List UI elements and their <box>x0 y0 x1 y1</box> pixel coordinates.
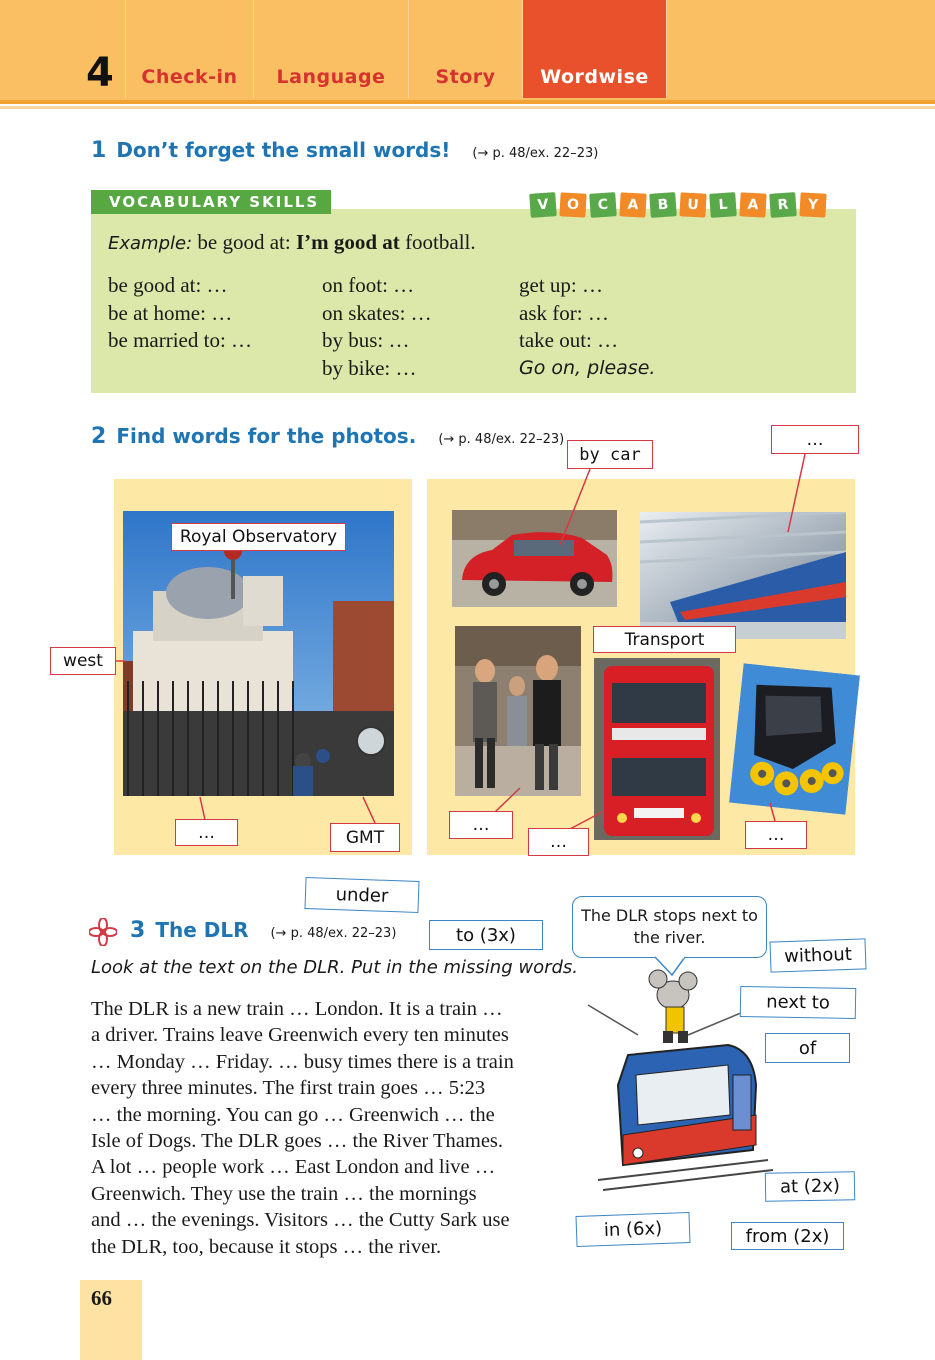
vocab-item-italic: Go on, please. <box>519 356 656 379</box>
section2-ref: (→ p. 48/ex. 22–23) <box>438 432 565 447</box>
label-blank-skates[interactable]: … <box>745 821 807 849</box>
label-blank-walking[interactable]: … <box>449 811 513 839</box>
section1-number: 1 <box>91 138 107 163</box>
label-by-car: by car <box>567 440 653 469</box>
vocab-tile: O <box>559 192 586 217</box>
section1-ref: (→ p. 48/ex. 22–23) <box>472 146 599 161</box>
vocab-tile: A <box>619 192 646 217</box>
section1-title: Don’t forget the small words! <box>116 138 451 162</box>
vocab-item: on foot: … <box>322 273 415 297</box>
text-line: every three minutes. The first train goes … 5:23 <box>91 1077 486 1100</box>
text-line: Isle of Dogs. The DLR goes … the River Thames. <box>91 1130 504 1153</box>
section3-ref: (→ p. 48/ex. 22–23) <box>270 926 397 941</box>
label-blank-observatory[interactable]: … <box>175 819 238 846</box>
bubble-line: the river. <box>633 928 706 947</box>
tab-story[interactable]: Story <box>408 0 522 98</box>
text-line: … the morning. You can go … Greenwich … the <box>91 1103 495 1126</box>
text-line: Greenwich. They use the train … the mornings <box>91 1182 477 1205</box>
vocab-tile: C <box>589 192 617 218</box>
vocab-item: be at home: … <box>108 300 233 325</box>
word-tag-at[interactable]: at (2x) <box>765 1171 855 1202</box>
tab-language[interactable]: Language <box>253 0 408 98</box>
vocab-tile: B <box>649 192 677 218</box>
label-royal-observatory: Royal Observatory <box>171 523 346 551</box>
label-transport: Transport <box>593 626 736 653</box>
tab-check-in[interactable]: Check-in <box>125 0 253 98</box>
word-tag-of[interactable]: of <box>765 1033 850 1063</box>
label-gmt: GMT <box>330 823 400 852</box>
example-bold: I’m good at <box>295 230 400 254</box>
vocab-item: take out: … <box>519 328 619 352</box>
text-line: a driver. Trains leave Greenwich every ten minutes <box>91 1024 509 1047</box>
section2-number: 2 <box>91 424 107 449</box>
vocab-item: on skates: … <box>322 300 432 325</box>
section3-title: The DLR <box>155 918 249 942</box>
word-tag-to[interactable]: to (3x) <box>429 920 543 950</box>
vocab-item: ask for: … <box>519 300 609 325</box>
vocab-tile: A <box>739 192 766 217</box>
label-west: west <box>50 647 116 675</box>
section3-instruction: Look at the text on the DLR. Put in the missing words. <box>91 957 579 978</box>
word-tag-next-to[interactable]: next to <box>740 986 857 1019</box>
page-number: 66 <box>91 1286 112 1310</box>
vocabulary-skills-label: VOCABULARY SKILLS <box>91 190 331 214</box>
vocab-item: be married to: … <box>108 328 253 352</box>
example-end: football. <box>399 230 476 254</box>
section3-number: 3 <box>130 918 146 943</box>
vocab-tile: L <box>709 192 737 218</box>
vocab-tile: V <box>529 192 557 218</box>
example-mid: be good at: <box>192 230 296 254</box>
text-line: … Monday … Friday. … busy times there is a train <box>91 1050 514 1073</box>
text-line: A lot … people work … East London and live … <box>91 1156 496 1179</box>
vocab-tile: R <box>769 192 797 218</box>
vocab-item: by bus: … <box>322 328 410 352</box>
bubble-line: The DLR stops next to <box>581 906 758 925</box>
text-line: and … the evenings. Visitors … the Cutty Sark use <box>91 1209 510 1232</box>
chapter-number: 4 <box>86 50 114 96</box>
word-tag-under[interactable]: under <box>304 877 419 913</box>
word-tag-from[interactable]: from (2x) <box>731 1222 844 1250</box>
word-tag-without[interactable]: without <box>769 938 866 972</box>
label-blank-train[interactable]: … <box>771 425 859 454</box>
vocab-tile: Y <box>799 192 826 217</box>
label-blank-bus[interactable]: … <box>528 828 589 856</box>
vocab-item: get up: … <box>519 273 603 297</box>
vocab-tile: U <box>679 192 706 217</box>
section2-title: Find words for the photos. <box>116 424 417 448</box>
tab-wordwise[interactable]: Wordwise <box>522 0 666 98</box>
text-line: The DLR is a new train … London. It is a train … <box>91 998 503 1020</box>
word-tag-in[interactable]: in (6x) <box>575 1212 690 1247</box>
text-line: the DLR, too, because it stops … the river. <box>91 1235 442 1258</box>
example-prefix: Example: <box>108 233 193 254</box>
vocab-item: be good at: … <box>108 273 228 297</box>
vocab-item: by bike: … <box>322 355 417 380</box>
